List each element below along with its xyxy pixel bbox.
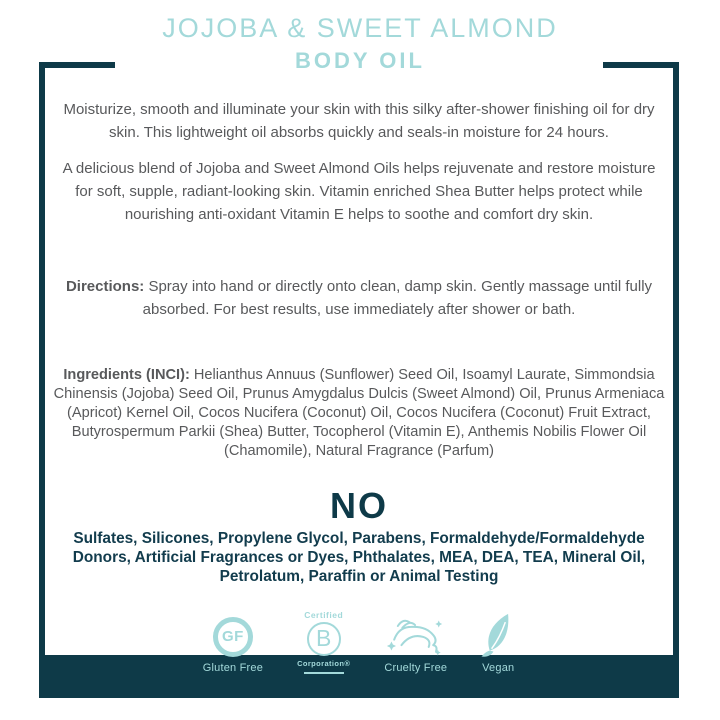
ingredients-label: Ingredients (INCI): bbox=[63, 367, 190, 383]
ingredients-text: Helianthus Annuus (Sunflower) Seed Oil, Isoamyl Laurate, Simmondsia Chinensis (Jojoba) Seed Oil, Prunus Amygdalus Dulcis (Sweet Almond) Oil, Prunus Armeniaca (Apricot) Kernel Oil, Cocos Nucifera (Coconut) Oil, Cocos Nucifera (Coconut) Fruit Extract, Butyrospermum Parkii (Shea) Butter, Tocopherol (Vitamin E), Anthemis Nobilis Flower Oil (Chamomile), Natural Fragrance (Parfum) bbox=[53, 367, 665, 459]
description-paragraph-1: Moisturize, smooth and illuminate your skin with this silky after-shower finishing oil for dry skin. This lightweight oil absorbs quickly and seals-in moisture for 24 hours. bbox=[63, 101, 655, 141]
b-corp-badge-text: B bbox=[316, 625, 332, 652]
leaping-bunny-icon bbox=[386, 615, 446, 657]
cert-b-corporation bbox=[297, 610, 350, 674]
ingredients-paragraph bbox=[51, 366, 667, 461]
free-from-heading: NO bbox=[330, 485, 388, 526]
directions-label: Directions: bbox=[65, 278, 145, 295]
cert-vegan bbox=[481, 613, 515, 674]
vegan-label: Vegan bbox=[482, 661, 515, 674]
directions-text: Spray into hand or directly onto clean, damp skin. Gently massage until fully absorbed. For best results, use immediately after shower or bath. bbox=[142, 278, 653, 318]
directions-paragraph bbox=[59, 275, 659, 321]
b-corp-underline bbox=[304, 672, 344, 674]
cert-gluten-free bbox=[203, 617, 263, 674]
b-corp-icon bbox=[307, 622, 341, 656]
cruelty-free-label: Cruelty Free bbox=[384, 661, 448, 674]
gluten-free-badge-text: GF bbox=[221, 628, 244, 646]
product-name: JOJOBA & SWEET ALMOND bbox=[162, 13, 558, 43]
vegan-leaf-icon bbox=[481, 613, 515, 657]
label-content bbox=[45, 68, 673, 674]
product-type: BODY OIL bbox=[295, 47, 425, 73]
frame-right-border bbox=[673, 62, 679, 655]
description-paragraph-2: A delicious blend of Jojoba and Sweet Almond Oils helps rejuvenate and restore moisture for soft, supple, radiant-looking skin. Vitamin enriched Shea Butter helps protect while nourishing anti-oxidant Vitamin E helps to soothe and comfort dry skin. bbox=[62, 160, 656, 223]
b-corp-corporation-text: Corporation® bbox=[297, 658, 351, 668]
cert-cruelty-free bbox=[384, 615, 447, 674]
certifications-row bbox=[203, 610, 515, 674]
gluten-free-label: Gluten Free bbox=[202, 661, 264, 674]
free-from-list: Sulfates, Silicones, Propylene Glycol, Parabens, Formaldehyde/Formaldehyde Donors, Artificial Fragrances or Dyes, Phthalates, MEA, DEA, TEA, Mineral Oil, Petrolatum, Paraffin or Animal Testing bbox=[72, 529, 646, 585]
b-corp-certified-text: Certified bbox=[304, 609, 344, 620]
gluten-free-icon bbox=[213, 617, 253, 657]
